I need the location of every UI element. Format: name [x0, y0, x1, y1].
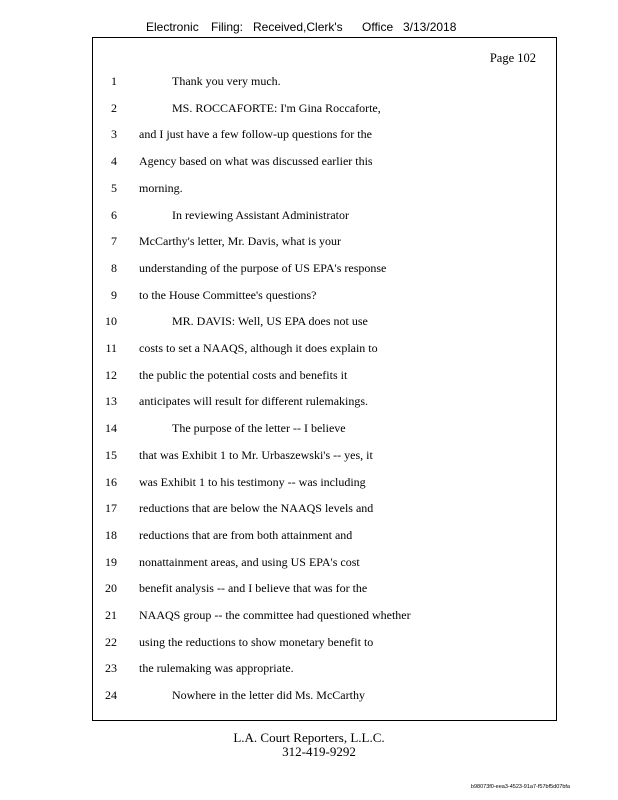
transcript-line — [93, 127, 556, 147]
line-text: NAAQS group -- the committee had questioned whether — [139, 608, 411, 622]
transcript-line — [93, 341, 556, 361]
court-reporter-phone: 312-419-9292 — [282, 744, 356, 759]
filing-stamp — [0, 20, 618, 38]
line-text: costs to set a NAAQS, although it does explain to — [139, 341, 378, 355]
transcript-line — [93, 314, 556, 334]
line-number: 7 — [111, 234, 117, 249]
line-number: 12 — [105, 367, 117, 382]
line-number: 17 — [105, 501, 117, 516]
transcript-line — [93, 581, 556, 601]
stamp-office: Office — [362, 20, 394, 34]
transcript-line — [93, 688, 556, 708]
line-text: the public the potential costs and benefits it — [139, 367, 348, 382]
line-number: 18 — [105, 527, 117, 542]
line-number: 8 — [111, 260, 117, 275]
line-text: In reviewing Assistant Administrator — [172, 207, 349, 222]
transcript-line — [93, 528, 556, 548]
transcript-line — [93, 234, 556, 254]
line-number: 11 — [105, 341, 117, 355]
line-number: 19 — [105, 554, 117, 569]
page-number: Page 102 — [489, 51, 536, 65]
transcript-line — [93, 635, 556, 655]
line-text: using the reductions to show monetary benefit to — [139, 634, 374, 649]
line-number: 15 — [105, 447, 117, 462]
transcript-line — [93, 661, 556, 681]
transcript-line — [93, 501, 556, 521]
line-text: Nowhere in the letter did Ms. McCarthy — [172, 688, 365, 703]
transcript-line — [93, 448, 556, 468]
footer — [0, 731, 618, 759]
line-number: 20 — [105, 581, 117, 596]
transcript-line — [93, 74, 556, 94]
line-text: nonattainment areas, and using US EPA's cost — [139, 554, 360, 569]
line-number: 4 — [111, 154, 117, 169]
transcript-line — [93, 608, 556, 628]
transcript-line — [93, 555, 556, 575]
stamp-date: 3/13/2018 — [403, 20, 457, 34]
transcript-line — [93, 261, 556, 281]
transcript-line — [93, 368, 556, 388]
line-text: The purpose of the letter -- I believe — [172, 421, 346, 436]
transcript-page — [92, 37, 557, 721]
line-text: the rulemaking was appropriate. — [139, 661, 294, 676]
line-number: 5 — [111, 180, 117, 195]
line-text: MS. ROCCAFORTE: I'm Gina Roccaforte, — [172, 100, 381, 115]
line-text: MR. DAVIS: Well, US EPA does not use — [172, 314, 368, 329]
line-number: 14 — [105, 421, 117, 436]
line-number: 13 — [105, 394, 117, 409]
transcript-line — [93, 181, 556, 201]
line-text: reductions that are below the NAAQS levels and — [139, 501, 374, 516]
line-number: 6 — [111, 207, 117, 222]
line-number: 23 — [105, 661, 117, 676]
line-number: 21 — [105, 608, 117, 622]
transcript-line — [93, 421, 556, 441]
line-text: and I just have a few follow-up questions for the — [139, 127, 372, 142]
line-text: morning. — [139, 180, 183, 195]
transcript-line — [93, 475, 556, 495]
line-text: that was Exhibit 1 to Mr. Urbaszewski's -- yes, it — [139, 447, 373, 462]
line-text: was Exhibit 1 to his testimony -- was including — [139, 474, 366, 489]
line-number: 16 — [105, 474, 117, 489]
court-reporter-name: L.A. Court Reporters, L.L.C. — [233, 730, 385, 745]
line-text: Agency based on what was discussed earlier this — [139, 154, 373, 169]
line-text: to the House Committee's questions? — [139, 287, 317, 302]
transcript-line — [93, 288, 556, 308]
transcript-line — [93, 208, 556, 228]
line-number: 1 — [111, 74, 117, 88]
transcript-line — [93, 394, 556, 414]
line-number: 22 — [105, 634, 117, 649]
line-text: understanding of the purpose of US EPA's response — [139, 260, 387, 275]
line-number: 24 — [105, 688, 117, 703]
line-number: 3 — [111, 127, 117, 142]
stamp-received: Received,Clerk's — [253, 20, 343, 34]
line-number: 9 — [111, 287, 117, 302]
stamp-filing: Filing: — [211, 20, 244, 34]
line-text: benefit analysis -- and I believe that was for the — [139, 581, 368, 596]
line-text: anticipates will result for different rulemakings. — [139, 394, 369, 409]
line-number: 2 — [111, 100, 117, 115]
line-text: Thank you very much. — [172, 74, 281, 88]
stamp-electronic: Electronic — [146, 20, 199, 34]
line-text: McCarthy's letter, Mr. Davis, what is your — [139, 234, 341, 249]
line-text: reductions that are from both attainment and — [139, 527, 353, 542]
transcript-line — [93, 154, 556, 174]
transcript-line — [93, 101, 556, 121]
document-id: b98073f0-eea3-4523-91a7-f57bf5d07bfa — [470, 784, 570, 790]
line-number: 10 — [105, 314, 117, 329]
